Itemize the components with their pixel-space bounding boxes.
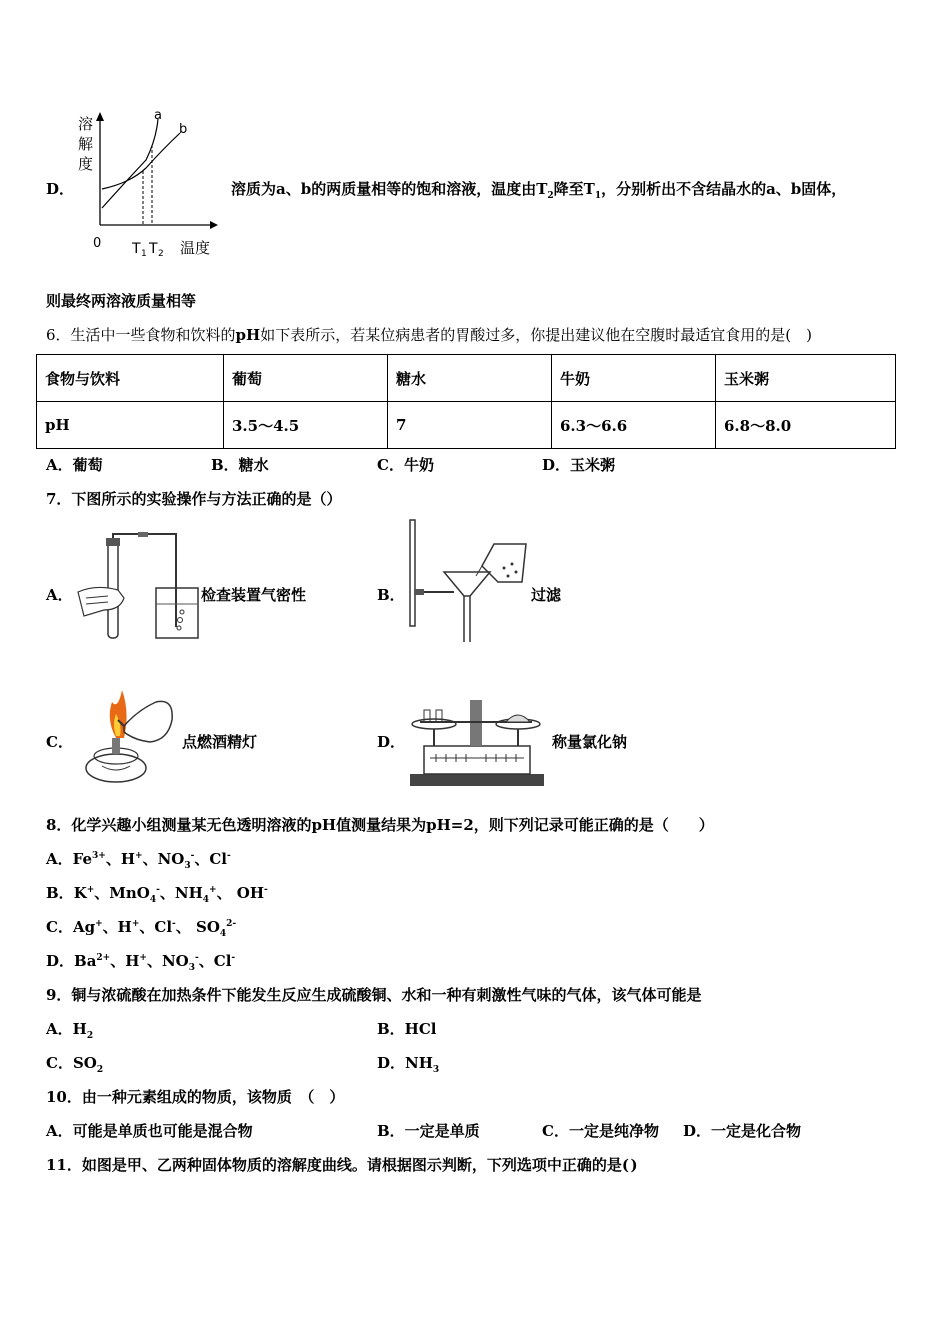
q9-stem: 9．铜与浓硫酸在加热条件下能发生反应生成硫酸铜、水和一种有刺激性气味的气体，该气体可能是 — [46, 986, 702, 1004]
graph-xlabel: 温度 — [180, 239, 211, 257]
left-pan — [412, 719, 456, 729]
q8a-subscript-3: 3 — [184, 861, 191, 871]
ph-table — [36, 354, 896, 449]
alcohol-lamp-illustration — [78, 680, 178, 788]
q7-option-c-caption: 点燃酒精灯 — [182, 733, 258, 751]
q7-option-b-caption: 过滤 — [531, 586, 562, 604]
q8d-charge-4: - — [231, 953, 236, 963]
curve-b — [102, 133, 180, 189]
q9a-subscript: 2 — [86, 1031, 94, 1041]
q8a-charge-1: 3+ — [92, 851, 106, 861]
q8c-label: C． — [46, 918, 73, 936]
pouring-beaker — [482, 544, 526, 582]
q8b-ion-4: 、 OH — [216, 884, 265, 902]
q7-option-a-label: A． — [46, 586, 73, 604]
graph-ylabel-2: 解 — [78, 135, 94, 153]
filtration-illustration — [404, 516, 534, 644]
q8d-label: D． — [46, 952, 75, 970]
q8d-ion-1: Ba — [74, 952, 97, 970]
table-header-cell: 糖水 — [388, 355, 552, 402]
q10-stem: 10．由一种元素组成的物质，该物质 （ ） — [46, 1088, 345, 1106]
curve-b-label: b — [179, 122, 188, 137]
rubber-joint — [138, 532, 148, 537]
q7-stem: 7．下图所示的实验操作与方法正确的是（） — [46, 490, 342, 508]
table-cell: 3.5～4.5 — [224, 402, 388, 449]
graph-origin-label: 0 — [93, 236, 102, 251]
q8c-subscript-4: 4 — [219, 929, 227, 939]
q9c-text: C．SO — [46, 1054, 97, 1072]
q8c-ion-3: 、Cl — [139, 918, 173, 936]
q8b-charge-1: + — [86, 885, 95, 895]
q9-option-a — [46, 1018, 93, 1039]
q8b-label: B． — [46, 884, 74, 902]
q9-option-d — [377, 1052, 439, 1073]
table-cell: 6.3～6.6 — [552, 402, 716, 449]
q8a-ion-4: 、Cl — [194, 850, 227, 868]
q5d-text-part3: ，分别析出不含结晶水的a、b固体， — [601, 180, 847, 198]
q8c-charge-3: - — [172, 919, 176, 929]
q8-option-b — [46, 882, 268, 903]
delivery-tube — [113, 534, 176, 627]
lamp-wick — [112, 738, 120, 754]
curve-a-label: a — [154, 108, 162, 123]
q10-option-d: D．一定是化合物 — [683, 1122, 802, 1140]
t2-subscript: 2 — [158, 249, 164, 259]
q7-option-d-label: D． — [377, 733, 406, 751]
q8c-ion-1: Ag — [72, 918, 96, 936]
q8b-charge-3: + — [209, 885, 217, 895]
q8b-ion-1: K — [73, 884, 87, 902]
table-cell: 7 — [388, 402, 552, 449]
q8a-ion-3: 、NO — [142, 850, 185, 868]
q6-option-c: C．牛奶 — [377, 456, 434, 474]
q8a-label: A． — [46, 850, 73, 868]
q11-stem: 11．如图是甲、乙两种固体物质的溶解度曲线。请根据图示判断，下列选项中正确的是( ) — [46, 1156, 638, 1174]
q8a-ion-1: Fe — [72, 850, 93, 868]
q8d-charge-1: 2+ — [96, 953, 111, 963]
q9-option-b: B．HCl — [377, 1020, 437, 1038]
q8b-charge-4: - — [264, 885, 268, 895]
q8c-ion-2: 、H — [102, 918, 132, 936]
q8a-charge-2: + — [135, 851, 143, 861]
q8c-charge-2: + — [131, 919, 140, 929]
q6-option-a: A．葡萄 — [46, 456, 103, 474]
q8b-ion-3: 、NH — [159, 884, 203, 902]
table-header-cell: 食物与饮料 — [37, 355, 224, 402]
q7-option-a-caption: 检查装置气密性 — [201, 586, 307, 604]
q5d-text-part2: 降至T — [553, 180, 595, 198]
q6-stem-part2: 如下表所示，若某位病患者的胃酸过多，你提出建议他在空腹时最适宜食用的是( ) — [260, 326, 812, 344]
table-header-cell: 葡萄 — [224, 355, 388, 402]
table-header-row — [37, 355, 896, 402]
q6-stem — [46, 324, 812, 345]
q5-option-d-text — [231, 178, 846, 199]
q8c-ion-4: 、 SO — [175, 918, 220, 936]
graph-ylabel-3: 度 — [78, 155, 94, 173]
q7-option-d-caption: 称量氯化钠 — [552, 733, 628, 751]
q7-option-b-label: B． — [377, 586, 405, 604]
q8-option-c — [46, 916, 236, 937]
graph-ylabel-1: 溶 — [78, 115, 94, 133]
table-cell: pH — [37, 402, 224, 449]
q8d-ion-3: 、NO — [146, 952, 189, 970]
q8d-ion-4: 、Cl — [198, 952, 232, 970]
hand-drawing — [78, 587, 124, 616]
q10-option-c: C．一定是纯净物 — [542, 1122, 659, 1140]
airtightness-check-illustration — [76, 532, 201, 644]
q8-option-d — [46, 950, 235, 971]
q8b-subscript-3: 4 — [202, 895, 210, 905]
table-row — [37, 402, 896, 449]
q8d-ion-2: 、H — [110, 952, 140, 970]
t2-label: T — [149, 241, 158, 257]
q8a-ion-2: 、H — [105, 850, 136, 868]
q8b-subscript-2: 4 — [149, 895, 157, 905]
q9-option-c — [46, 1052, 103, 1073]
second-lamp — [124, 701, 172, 742]
solubility-graph — [70, 105, 240, 265]
table-header-cell: 牛奶 — [552, 355, 716, 402]
q5d-text-sub2: 1 — [594, 191, 602, 201]
balance-base — [410, 774, 544, 786]
q10-option-b: B．一定是单质 — [377, 1122, 480, 1140]
q8c-charge-4: 2- — [226, 919, 237, 929]
sodium-chloride-pile — [506, 715, 530, 722]
q5d-text-part1: 溶质为a、b的两质量相等的饱和溶液，温度由T — [231, 180, 548, 198]
weight-1 — [424, 710, 430, 722]
weight-2 — [436, 710, 442, 722]
balance-body — [424, 746, 530, 774]
q8a-charge-4: - — [227, 851, 231, 861]
q8d-charge-3: - — [195, 953, 199, 963]
q9d-text: D．NH — [377, 1054, 433, 1072]
graph-y-arrow — [96, 112, 104, 121]
q8b-ion-2: 、MnO — [94, 884, 150, 902]
q8c-charge-1: + — [95, 919, 103, 929]
q8d-charge-2: + — [139, 953, 147, 963]
table-header-cell: 玉米粥 — [716, 355, 896, 402]
q6-option-b: B．糖水 — [211, 456, 269, 474]
q9d-subscript: 3 — [432, 1065, 440, 1075]
table-cell: 6.8～8.0 — [716, 402, 896, 449]
q9a-text: A．H — [46, 1020, 87, 1038]
stand-rod — [410, 520, 415, 626]
q8d-subscript-3: 3 — [188, 963, 196, 973]
q8a-charge-3: - — [190, 851, 195, 861]
q5-option-d-label: D． — [46, 180, 75, 198]
q8-option-a — [46, 848, 231, 869]
test-tube-stopper — [106, 538, 120, 546]
q5-option-d-continuation: 则最终两溶液质量相等 — [46, 292, 197, 310]
t1-label: T — [132, 241, 141, 257]
q6-stem-part1: 6．生活中一些食物和饮料的 — [46, 326, 236, 344]
q8b-charge-2: - — [156, 885, 160, 895]
q8-stem: 8．化学兴趣小组测量某无色透明溶液的pH值测量结果为pH=2，则下列记录可能正确的是（ ） — [46, 816, 714, 834]
balance-illustration — [406, 696, 546, 788]
graph-x-arrow — [210, 221, 218, 229]
q10-option-a: A．可能是单质也可能是混合物 — [46, 1122, 253, 1140]
t1-subscript: 1 — [141, 249, 147, 259]
q6-stem-ph: pH — [235, 326, 261, 344]
q5d-text-sub1: 2 — [547, 191, 554, 201]
q6-option-d: D．玉米粥 — [542, 456, 616, 474]
q7-option-c-label: C． — [46, 733, 73, 751]
q9c-subscript: 2 — [96, 1065, 104, 1075]
